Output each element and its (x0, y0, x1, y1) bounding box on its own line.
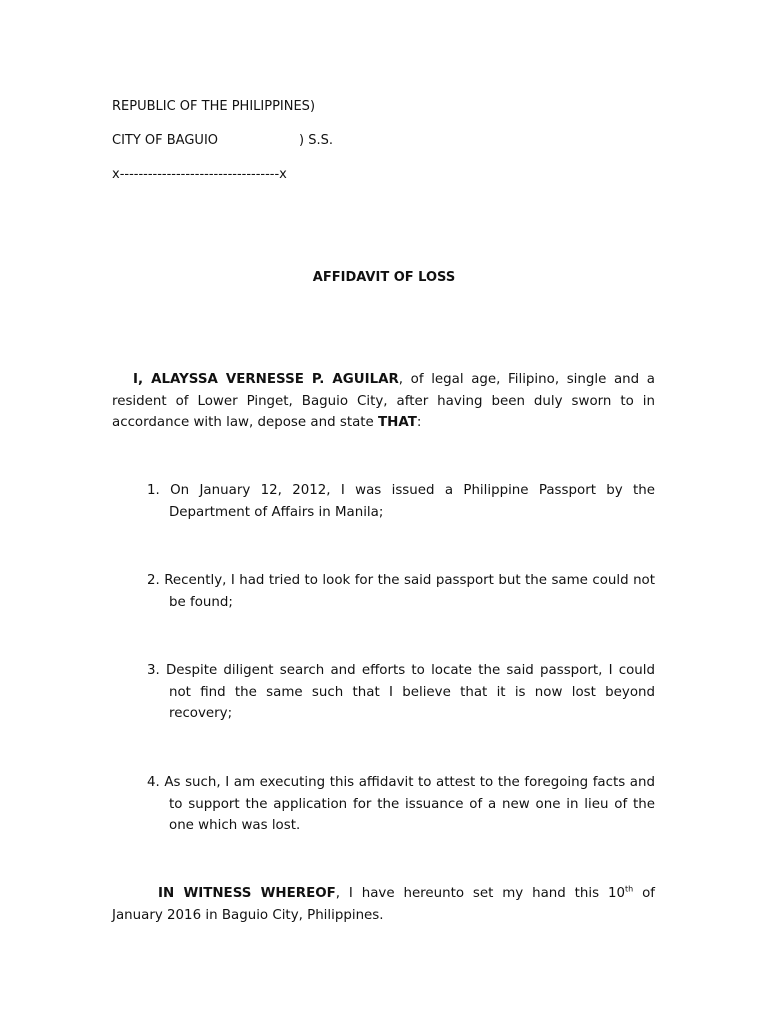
caption-ss: ) S.S. (299, 133, 333, 148)
affiant-name: I, ALAYSSA VERNESSE P. AGUILAR (133, 372, 399, 387)
witness-ordinal: th (624, 884, 634, 894)
item-number: 4. (147, 775, 160, 790)
item-text: As such, I am executing this affidavit to attest to the foregoing facts and to support the application for the issuance of a new one in lieu of the one which was lost. (164, 775, 655, 833)
caption-republic: REPUBLIC OF THE PHILIPPINES) (112, 99, 316, 114)
item-text: On January 12, 2012, I was issued a Philippine Passport by the Department of Affairs in Manila; (169, 483, 656, 520)
caption-divider: x----------------------------------x (112, 167, 287, 182)
list-item (147, 772, 655, 837)
intro-paragraph (112, 369, 655, 434)
item-number: 2. (147, 573, 160, 588)
witness-body: , I have hereunto set my hand this 10 (335, 886, 625, 901)
list-item (147, 570, 655, 613)
item-number: 1. (147, 483, 160, 498)
witness-lead: IN WITNESS WHEREOF (158, 886, 336, 901)
witness-paragraph (112, 883, 655, 926)
item-text: Recently, I had tried to look for the said passport but the same could not be found; (164, 573, 655, 610)
caption-city: CITY OF BAGUIO (112, 133, 219, 148)
intro-end: : (416, 415, 422, 430)
item-text: Despite diligent search and efforts to locate the said passport, I could not find the same such that I believe that it is now lost beyond recovery; (165, 663, 655, 721)
list-item (147, 480, 655, 523)
witness-end: of January 2016 in Baguio City, Philippines. (112, 886, 655, 923)
item-number: 3. (147, 663, 160, 678)
intro-that: THAT (378, 415, 417, 430)
intro-body: , of legal age, Filipino, single and a resident of Lower Pinget, Baguio City, after having been duly sworn to in accordance with law, depose and state (112, 372, 655, 430)
list-item (147, 660, 655, 725)
document-title: AFFIDAVIT OF LOSS (312, 270, 456, 285)
